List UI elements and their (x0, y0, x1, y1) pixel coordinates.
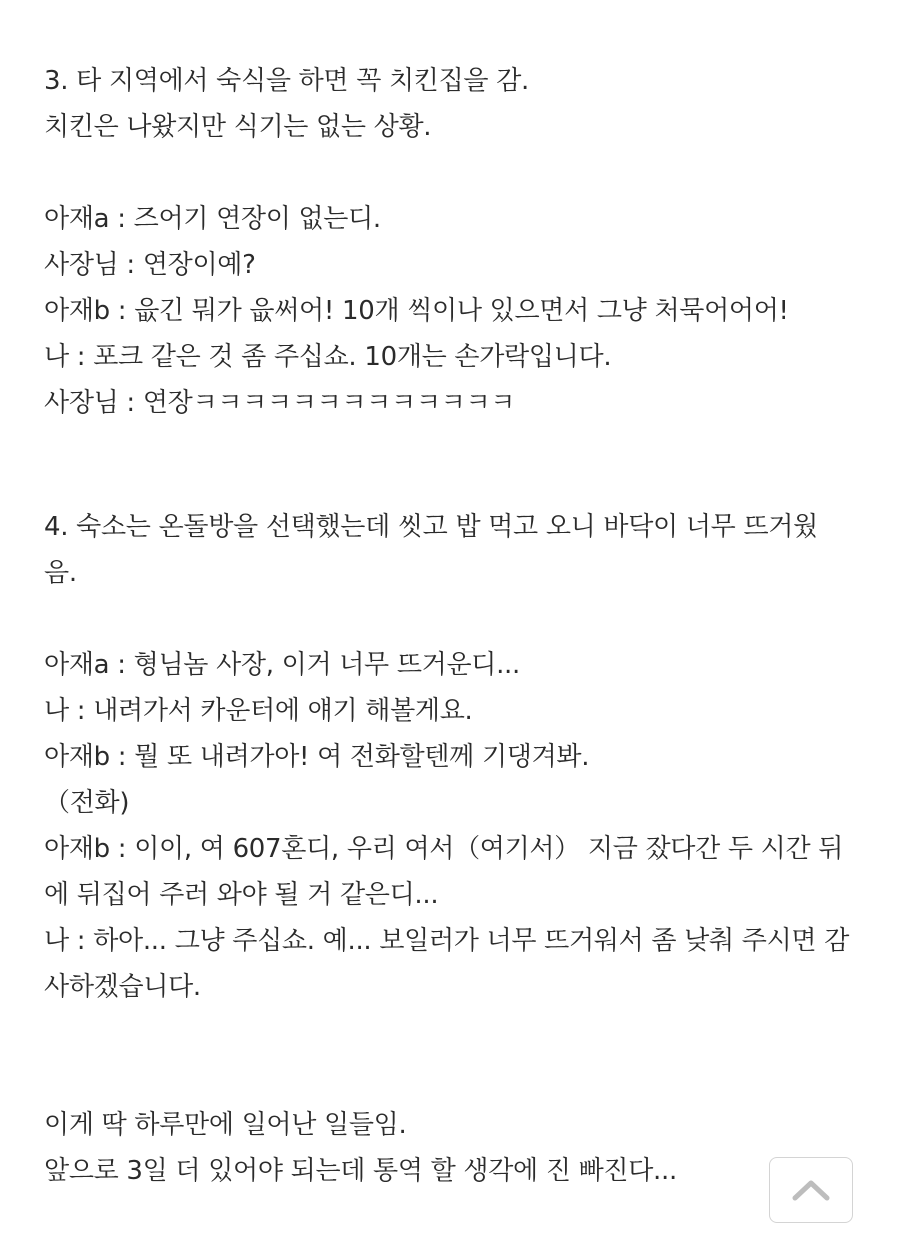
text-line: 아재a : 형님놈 사장, 이거 너무 뜨거운디... (44, 650, 520, 680)
section-4-dialogue (44, 642, 874, 1010)
section-3-intro (44, 58, 874, 150)
text-line: 나 : 내려가서 카운터에 얘기 해볼게요. (44, 696, 473, 726)
text-line: 4. 숙소는 온돌방을 선택했는데 씻고 밥 먹고 오니 바닥이 너무 뜨거웠 (44, 512, 818, 542)
paragraph-gap (44, 150, 874, 196)
scroll-to-top-button[interactable] (769, 1157, 853, 1223)
section-gap (44, 1010, 874, 1102)
section-gap (44, 426, 874, 504)
text-line: 아재b : 이이, 여 607혼디, 우리 여서（여기서） 지금 잤다간 두 시간 뒤 (44, 834, 844, 864)
text-line: 사장님 : 연장이예? (44, 250, 256, 280)
closing-remarks (44, 1102, 874, 1194)
text-line: 치킨은 나왔지만 식기는 없는 상황. (44, 112, 432, 142)
text-line: 사장님 : 연장ㅋㅋㅋㅋㅋㅋㅋㅋㅋㅋㅋㅋㅋ (44, 388, 516, 418)
text-line: （전화) (44, 788, 130, 818)
chevron-up-icon (791, 1178, 831, 1202)
text-line: 아재a : 즈어기 연장이 없는디. (44, 204, 381, 234)
text-line: 나 : 하아... 그냥 주십쇼. 예... 보일러가 너무 뜨거워서 좀 낮춰 주시면 감 (44, 926, 850, 956)
text-line: 이게 딱 하루만에 일어난 일들임. (44, 1110, 407, 1140)
text-line: 아재b : 뭘 또 내려가아! 여 전화할텐께 기댕겨봐. (44, 742, 590, 772)
paragraph-gap (44, 596, 874, 642)
text-line: 나 : 포크 같은 것 좀 주십쇼. 10개는 손가락입니다. (44, 342, 612, 372)
section-3-dialogue (44, 196, 874, 426)
text-line: 음. (44, 558, 77, 588)
text-line: 3. 타 지역에서 숙식을 하면 꼭 치킨집을 감. (44, 66, 529, 96)
article-body (44, 58, 874, 1194)
section-4-intro (44, 504, 874, 596)
text-line: 에 뒤집어 주러 와야 될 거 같은디... (44, 880, 439, 910)
text-line: 앞으로 3일 더 있어야 되는데 통역 할 생각에 진 빠진다... (44, 1156, 677, 1186)
text-line: 사하겠습니다. (44, 972, 201, 1002)
text-line: 아재b : 읎긴 뭐가 읎써어! 10개 씩이나 있으면서 그냥 처묵어어어! (44, 296, 789, 326)
